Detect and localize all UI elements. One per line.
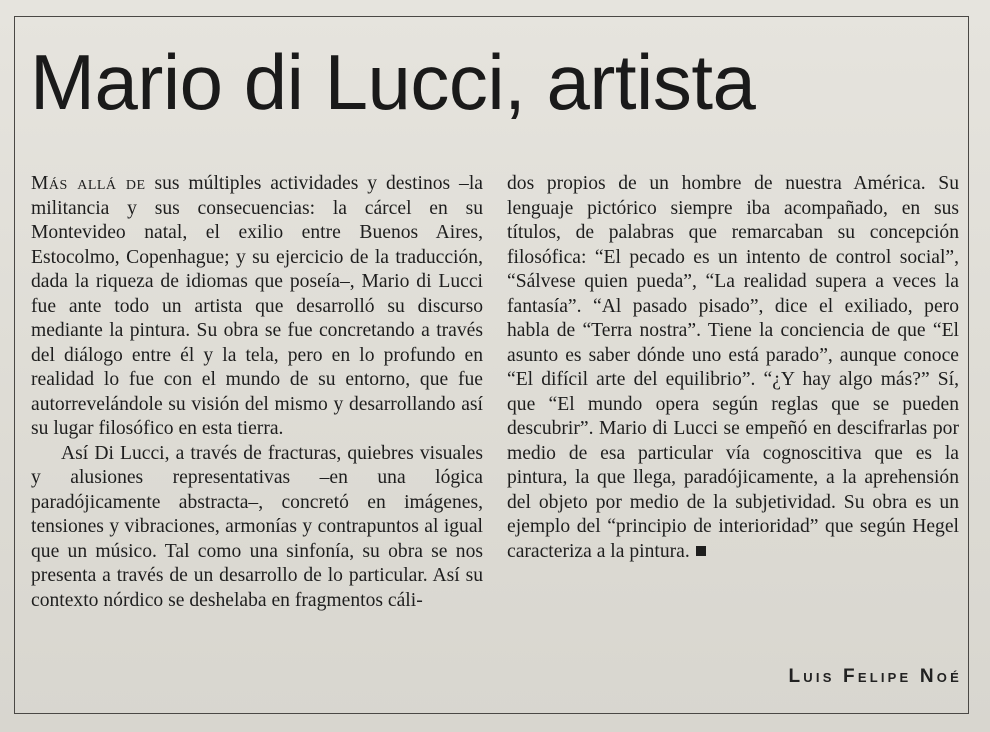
paragraph-1 — [31, 172, 483, 442]
article-column-right — [507, 172, 959, 564]
article-column-left — [31, 172, 483, 613]
author-byline: Luis Felipe Noé — [788, 666, 962, 687]
lead-in-text: Más allá de — [31, 173, 146, 194]
paragraph-3 — [507, 172, 959, 564]
paragraph-3-body: dos propios de un hombre de nuestra América. Su lenguaje pictórico siempre iba acompañado, en sus títulos, de palabras que remarcaban su concepción filosófica: “El pecado es un intento de control social”, “Sálvese quien pueda”, “La realidad supera a veces la fantasía”. “Al pasado pisado”, dice el exiliado, pero habla de “Terra nostra”. Tiene la conciencia de que “El asunto es saber dónde uno está parado”, aunque conoce “El difícil arte del equilibrio”. “¿Y hay algo más?” Sí, que “El mundo opera según reglas que se pueden descubrir”. Mario di Lucci se empeñó en descifrarlas por medio de esa particular vía cognoscitiva que es la pintura, la que llega, paradójicamente, a la aprehensión del objeto por medio de la subjetividad. Su obra es un ejemplo del “principio de interioridad” que según Hegel caracteriza a la pintura. — [507, 173, 959, 562]
article-title: Mario di Lucci, artista — [30, 38, 756, 126]
paragraph-2: Así Di Lucci, a través de fracturas, quiebres visuales y alusiones representativas –en una lógica paradójicamente abstracta–, concretó en imágenes, tensiones y vibraciones, armonías y contrapuntos al igual que un músico. Tal como una sinfonía, su obra se nos presenta a través de un desarrollo de lo particular. Así su contexto nórdico se deshelaba en fragmentos cáli- — [31, 442, 483, 611]
paragraph-1-body: sus múltiples actividades y destinos –la militancia y sus consecuencias: la cárcel en su Montevideo natal, el exilio entre Buenos Aires, Estocolmo, Copenhague; y su ejercicio de la traducción, dada la riqueza de idiomas que poseía–, Mario di Lucci fue ante todo un artista que desarrolló su discurso mediante la pintura. Su obra se fue concretando a través del diálogo entre él y la tela, pero en lo profundo en realidad lo fue con el mundo de su entorno, que fue autorrevelándole su visión del mismo y desarrollando así su lugar filosófico en esta tierra. — [31, 173, 483, 439]
end-square-icon — [696, 546, 706, 556]
